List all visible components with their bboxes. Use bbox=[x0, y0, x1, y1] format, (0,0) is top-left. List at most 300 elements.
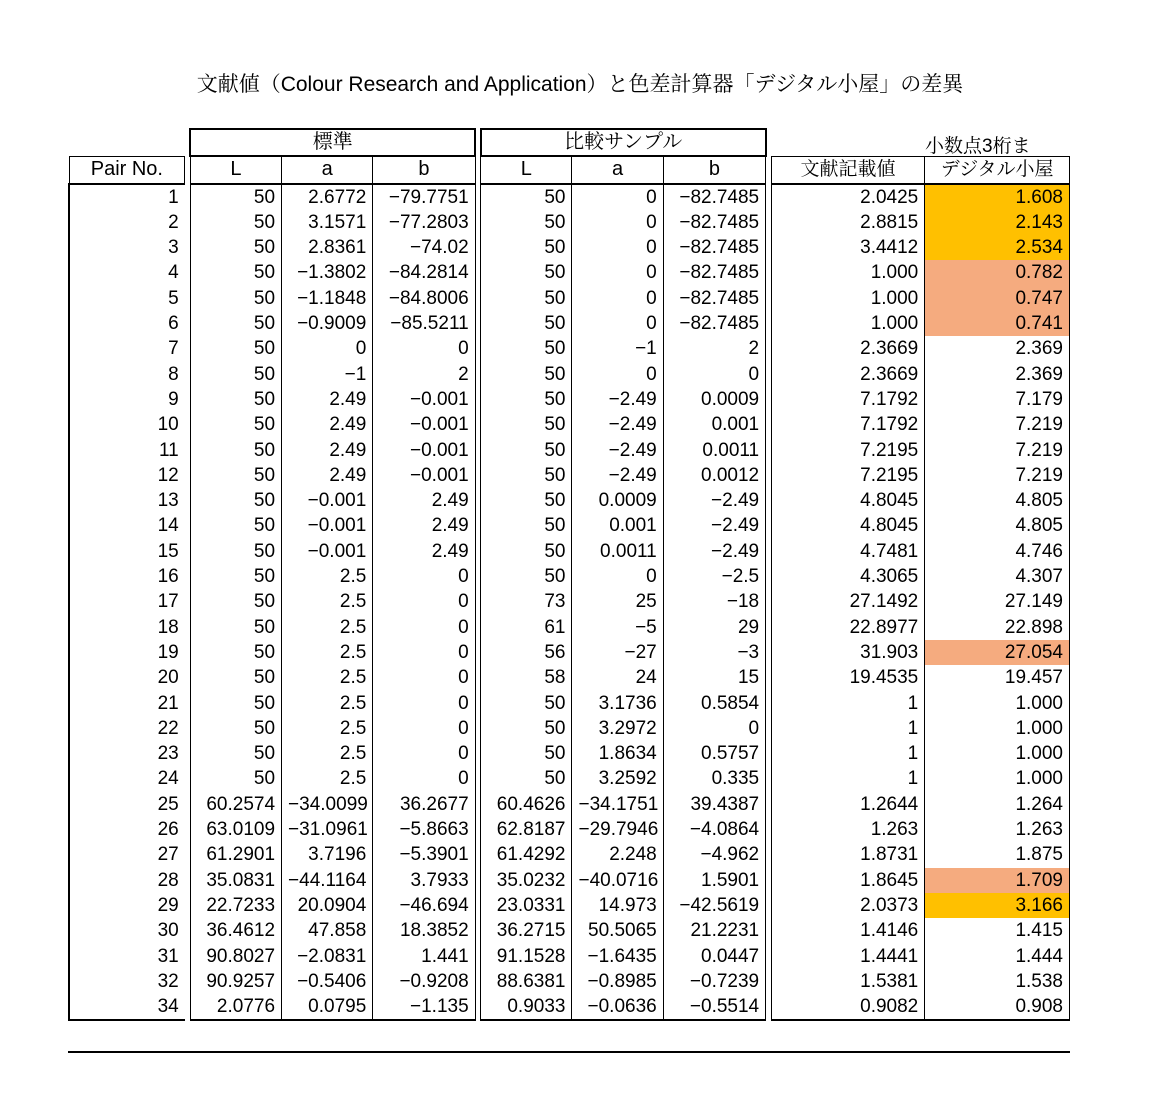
cell-literature-value: 4.8045 bbox=[771, 513, 925, 538]
cell-sample-b: −3 bbox=[663, 640, 765, 665]
cell-pair-no: 7 bbox=[69, 336, 185, 361]
cell-pair-no: 21 bbox=[69, 691, 185, 716]
cell-literature-value: 2.3669 bbox=[771, 336, 925, 361]
table-head bbox=[69, 129, 1070, 184]
cell-digital-koya-value: 0.908 bbox=[925, 994, 1070, 1020]
cell-digital-koya-value: 22.898 bbox=[925, 615, 1070, 640]
cell-standard-b: −84.8006 bbox=[373, 286, 475, 311]
cell-pair-no: 14 bbox=[69, 513, 185, 538]
cell-sample-b: 21.2231 bbox=[663, 918, 765, 943]
cell-standard-a: 47.858 bbox=[282, 918, 373, 943]
cell-standard-L: 50 bbox=[190, 438, 281, 463]
cell-digital-koya-value: 1.000 bbox=[925, 691, 1070, 716]
cell-sample-L: 50 bbox=[481, 513, 572, 538]
cell-standard-a: −0.9009 bbox=[282, 311, 373, 336]
cell-literature-value: 1.263 bbox=[771, 817, 925, 842]
cell-pair-no: 18 bbox=[69, 615, 185, 640]
cell-literature-value: 1 bbox=[771, 716, 925, 741]
table-row bbox=[69, 513, 1070, 538]
cell-standard-L: 50 bbox=[190, 336, 281, 361]
cell-literature-value: 1 bbox=[771, 691, 925, 716]
cell-standard-L: 50 bbox=[190, 286, 281, 311]
cell-standard-b: 2 bbox=[373, 362, 475, 387]
cell-literature-value: 19.4535 bbox=[771, 665, 925, 690]
cell-literature-value: 7.1792 bbox=[771, 412, 925, 437]
cell-standard-b: 0 bbox=[373, 589, 475, 614]
cell-standard-a: 2.5 bbox=[282, 665, 373, 690]
column-header-standard-b: b bbox=[373, 156, 475, 183]
cell-sample-L: 50 bbox=[481, 387, 572, 412]
table-row bbox=[69, 918, 1070, 943]
cell-standard-a: −0.001 bbox=[282, 513, 373, 538]
cell-sample-b: 0 bbox=[663, 716, 765, 741]
cell-sample-L: 50 bbox=[481, 716, 572, 741]
cell-standard-a: −0.001 bbox=[282, 488, 373, 513]
table-row bbox=[69, 463, 1070, 488]
cell-standard-b: −0.9208 bbox=[373, 969, 475, 994]
cell-standard-a: 2.5 bbox=[282, 640, 373, 665]
cell-standard-L: 50 bbox=[190, 260, 281, 285]
cell-pair-no: 17 bbox=[69, 589, 185, 614]
cell-pair-no: 23 bbox=[69, 741, 185, 766]
cell-sample-a: 0.0011 bbox=[572, 539, 663, 564]
cell-sample-L: 88.6381 bbox=[481, 969, 572, 994]
cell-sample-b: −2.49 bbox=[663, 513, 765, 538]
cell-standard-a: 2.5 bbox=[282, 741, 373, 766]
cell-standard-a: −34.0099 bbox=[282, 792, 373, 817]
column-header-sample-L: L bbox=[481, 156, 572, 183]
cell-pair-no: 28 bbox=[69, 868, 185, 893]
table-row bbox=[69, 336, 1070, 361]
cell-sample-b: 0 bbox=[663, 362, 765, 387]
cell-sample-b: 0.335 bbox=[663, 766, 765, 791]
decimal-precision-note: 小数点3桁ま bbox=[925, 136, 1031, 157]
column-header-row bbox=[69, 156, 1070, 183]
table-bottom-rule bbox=[68, 1051, 1070, 1053]
cell-literature-value: 7.2195 bbox=[771, 463, 925, 488]
cell-standard-a: 2.49 bbox=[282, 438, 373, 463]
cell-sample-a: −1.6435 bbox=[572, 944, 663, 969]
cell-standard-b: 0 bbox=[373, 716, 475, 741]
cell-standard-b: −1.135 bbox=[373, 994, 475, 1020]
cell-digital-koya-value: 1.444 bbox=[925, 944, 1070, 969]
cell-digital-koya-value: 7.219 bbox=[925, 438, 1070, 463]
cell-literature-value: 2.3669 bbox=[771, 362, 925, 387]
cell-standard-a: 2.49 bbox=[282, 463, 373, 488]
cell-sample-a: −2.49 bbox=[572, 463, 663, 488]
cell-standard-L: 50 bbox=[190, 412, 281, 437]
cell-pair-no: 11 bbox=[69, 438, 185, 463]
cell-sample-L: 50 bbox=[481, 438, 572, 463]
cell-literature-value: 2.8815 bbox=[771, 210, 925, 235]
table-row bbox=[69, 994, 1070, 1020]
cell-standard-a: 2.5 bbox=[282, 564, 373, 589]
table-row bbox=[69, 387, 1070, 412]
cell-pair-no: 24 bbox=[69, 766, 185, 791]
table-body bbox=[69, 184, 1070, 1021]
cell-sample-L: 50 bbox=[481, 412, 572, 437]
cell-pair-no: 9 bbox=[69, 387, 185, 412]
cell-standard-b: 3.7933 bbox=[373, 868, 475, 893]
cell-standard-b: 0 bbox=[373, 336, 475, 361]
cell-sample-b: −2.49 bbox=[663, 539, 765, 564]
cell-sample-b: 39.4387 bbox=[663, 792, 765, 817]
cell-sample-b: −82.7485 bbox=[663, 286, 765, 311]
cell-standard-b: 0 bbox=[373, 665, 475, 690]
cell-literature-value: 1.000 bbox=[771, 260, 925, 285]
cell-literature-value: 1.2644 bbox=[771, 792, 925, 817]
cell-literature-value: 1.5381 bbox=[771, 969, 925, 994]
table-row bbox=[69, 766, 1070, 791]
cell-pair-no: 13 bbox=[69, 488, 185, 513]
column-header-sample-a: a bbox=[572, 156, 663, 183]
cell-sample-a: 1.8634 bbox=[572, 741, 663, 766]
cell-sample-b: −4.962 bbox=[663, 842, 765, 867]
table-row bbox=[69, 412, 1070, 437]
cell-standard-a: 0 bbox=[282, 336, 373, 361]
cell-literature-value: 1.000 bbox=[771, 286, 925, 311]
cell-digital-koya-value: 1.875 bbox=[925, 842, 1070, 867]
cell-digital-koya-value: 0.741 bbox=[925, 311, 1070, 336]
cell-sample-L: 50 bbox=[481, 564, 572, 589]
cell-digital-koya-value: 1.000 bbox=[925, 766, 1070, 791]
cell-sample-L: 50 bbox=[481, 235, 572, 260]
cell-digital-koya-value: 1.263 bbox=[925, 817, 1070, 842]
cell-sample-L: 61 bbox=[481, 615, 572, 640]
cell-standard-b: 0 bbox=[373, 741, 475, 766]
cell-sample-a: −2.49 bbox=[572, 412, 663, 437]
cell-standard-b: 0 bbox=[373, 691, 475, 716]
cell-sample-L: 73 bbox=[481, 589, 572, 614]
cell-standard-b: 2.49 bbox=[373, 539, 475, 564]
cell-standard-L: 50 bbox=[190, 716, 281, 741]
cell-digital-koya-value: 4.805 bbox=[925, 513, 1070, 538]
table-row bbox=[69, 488, 1070, 513]
cell-standard-L: 50 bbox=[190, 741, 281, 766]
cell-sample-L: 50 bbox=[481, 463, 572, 488]
table-row bbox=[69, 210, 1070, 235]
cell-sample-a: 3.1736 bbox=[572, 691, 663, 716]
cell-sample-L: 50 bbox=[481, 362, 572, 387]
cell-sample-b: −42.5619 bbox=[663, 893, 765, 918]
cell-sample-a: 14.973 bbox=[572, 893, 663, 918]
cell-sample-a: −2.49 bbox=[572, 438, 663, 463]
cell-sample-L: 91.1528 bbox=[481, 944, 572, 969]
cell-standard-a: 0.0795 bbox=[282, 994, 373, 1020]
cell-sample-L: 50 bbox=[481, 488, 572, 513]
cell-pair-no: 34 bbox=[69, 994, 185, 1020]
cell-digital-koya-value: 1.709 bbox=[925, 868, 1070, 893]
cell-standard-a: −31.0961 bbox=[282, 817, 373, 842]
cell-digital-koya-value: 4.307 bbox=[925, 564, 1070, 589]
cell-digital-koya-value: 1.000 bbox=[925, 716, 1070, 741]
cell-sample-b: 1.5901 bbox=[663, 868, 765, 893]
cell-standard-L: 50 bbox=[190, 311, 281, 336]
table-row bbox=[69, 944, 1070, 969]
cell-standard-b: −0.001 bbox=[373, 387, 475, 412]
cell-standard-b: −85.5211 bbox=[373, 311, 475, 336]
cell-sample-a: −27 bbox=[572, 640, 663, 665]
cell-sample-L: 50 bbox=[481, 741, 572, 766]
cell-sample-L: 58 bbox=[481, 665, 572, 690]
cell-digital-koya-value: 2.534 bbox=[925, 235, 1070, 260]
cell-standard-a: 2.49 bbox=[282, 412, 373, 437]
cell-sample-L: 36.2715 bbox=[481, 918, 572, 943]
cell-literature-value: 2.0425 bbox=[771, 184, 925, 210]
table-row bbox=[69, 589, 1070, 614]
table-row bbox=[69, 893, 1070, 918]
cell-digital-koya-value: 19.457 bbox=[925, 665, 1070, 690]
cell-standard-b: −79.7751 bbox=[373, 184, 475, 210]
cell-pair-no: 5 bbox=[69, 286, 185, 311]
cell-sample-L: 50 bbox=[481, 766, 572, 791]
cell-standard-b: −0.001 bbox=[373, 463, 475, 488]
cell-standard-b: −84.2814 bbox=[373, 260, 475, 285]
cell-pair-no: 2 bbox=[69, 210, 185, 235]
cell-digital-koya-value: 4.746 bbox=[925, 539, 1070, 564]
column-header-standard-a: a bbox=[282, 156, 373, 183]
table-row bbox=[69, 260, 1070, 285]
cell-sample-b: −82.7485 bbox=[663, 210, 765, 235]
cell-pair-no: 12 bbox=[69, 463, 185, 488]
cell-standard-L: 2.0776 bbox=[190, 994, 281, 1020]
cell-standard-a: 3.7196 bbox=[282, 842, 373, 867]
cell-pair-no: 4 bbox=[69, 260, 185, 285]
table-row bbox=[69, 792, 1070, 817]
cell-sample-a: −0.8985 bbox=[572, 969, 663, 994]
cell-pair-no: 3 bbox=[69, 235, 185, 260]
table-row bbox=[69, 817, 1070, 842]
cell-sample-a: 0 bbox=[572, 286, 663, 311]
cell-standard-b: 2.49 bbox=[373, 488, 475, 513]
cell-literature-value: 27.1492 bbox=[771, 589, 925, 614]
cell-digital-koya-value: 1.264 bbox=[925, 792, 1070, 817]
cell-standard-L: 36.4612 bbox=[190, 918, 281, 943]
cell-standard-a: 2.5 bbox=[282, 589, 373, 614]
cell-standard-b: −46.694 bbox=[373, 893, 475, 918]
cell-pair-no: 19 bbox=[69, 640, 185, 665]
cell-digital-koya-value: 1.608 bbox=[925, 184, 1070, 210]
table-row bbox=[69, 640, 1070, 665]
cell-literature-value: 2.0373 bbox=[771, 893, 925, 918]
cell-standard-L: 90.9257 bbox=[190, 969, 281, 994]
cell-standard-L: 50 bbox=[190, 766, 281, 791]
cell-sample-a: 0 bbox=[572, 362, 663, 387]
cell-pair-no: 26 bbox=[69, 817, 185, 842]
cell-literature-value: 1.8645 bbox=[771, 868, 925, 893]
column-header-digital-koya: デジタル小屋 bbox=[925, 156, 1070, 183]
cell-sample-a: 3.2972 bbox=[572, 716, 663, 741]
cell-standard-b: −5.8663 bbox=[373, 817, 475, 842]
cell-literature-value: 1 bbox=[771, 766, 925, 791]
cell-sample-b: −4.0864 bbox=[663, 817, 765, 842]
cell-literature-value: 1.4441 bbox=[771, 944, 925, 969]
cell-pair-no: 6 bbox=[69, 311, 185, 336]
cell-sample-a: 0.001 bbox=[572, 513, 663, 538]
cell-pair-no: 30 bbox=[69, 918, 185, 943]
cell-sample-b: −82.7485 bbox=[663, 260, 765, 285]
cell-standard-a: −1.1848 bbox=[282, 286, 373, 311]
cell-standard-a: −1.3802 bbox=[282, 260, 373, 285]
cell-sample-L: 50 bbox=[481, 260, 572, 285]
cell-standard-L: 50 bbox=[190, 513, 281, 538]
cell-standard-L: 60.2574 bbox=[190, 792, 281, 817]
cell-digital-koya-value: 2.143 bbox=[925, 210, 1070, 235]
cell-sample-a: 0 bbox=[572, 260, 663, 285]
cell-digital-koya-value: 7.219 bbox=[925, 412, 1070, 437]
cell-sample-b: −0.5514 bbox=[663, 994, 765, 1020]
cell-sample-L: 56 bbox=[481, 640, 572, 665]
cell-pair-no: 20 bbox=[69, 665, 185, 690]
cell-standard-L: 50 bbox=[190, 691, 281, 716]
cell-standard-a: 2.6772 bbox=[282, 184, 373, 210]
table-row bbox=[69, 665, 1070, 690]
cell-pair-no: 22 bbox=[69, 716, 185, 741]
table-row bbox=[69, 184, 1070, 210]
cell-sample-a: 0 bbox=[572, 564, 663, 589]
cell-digital-koya-value: 7.219 bbox=[925, 463, 1070, 488]
table-row bbox=[69, 311, 1070, 336]
cell-sample-b: −82.7485 bbox=[663, 311, 765, 336]
cell-sample-b: 0.5854 bbox=[663, 691, 765, 716]
cell-digital-koya-value: 2.369 bbox=[925, 362, 1070, 387]
table-row bbox=[69, 235, 1070, 260]
cell-standard-a: −44.1164 bbox=[282, 868, 373, 893]
cell-digital-koya-value: 7.179 bbox=[925, 387, 1070, 412]
cell-sample-L: 50 bbox=[481, 286, 572, 311]
cell-standard-a: −0.5406 bbox=[282, 969, 373, 994]
cell-sample-b: −18 bbox=[663, 589, 765, 614]
cell-standard-a: 2.5 bbox=[282, 766, 373, 791]
cell-standard-b: 36.2677 bbox=[373, 792, 475, 817]
cell-standard-L: 50 bbox=[190, 488, 281, 513]
cell-pair-no: 32 bbox=[69, 969, 185, 994]
cell-standard-b: 0 bbox=[373, 564, 475, 589]
cell-literature-value: 4.3065 bbox=[771, 564, 925, 589]
cell-literature-value: 31.903 bbox=[771, 640, 925, 665]
cell-standard-L: 50 bbox=[190, 665, 281, 690]
cell-literature-value: 1.000 bbox=[771, 311, 925, 336]
cell-sample-L: 50 bbox=[481, 184, 572, 210]
cell-standard-L: 61.2901 bbox=[190, 842, 281, 867]
cell-standard-b: 2.49 bbox=[373, 513, 475, 538]
cell-literature-value: 22.8977 bbox=[771, 615, 925, 640]
cell-pair-no: 1 bbox=[69, 184, 185, 210]
cell-standard-L: 35.0831 bbox=[190, 868, 281, 893]
cell-pair-no: 16 bbox=[69, 564, 185, 589]
cell-sample-a: −34.1751 bbox=[572, 792, 663, 817]
table-row bbox=[69, 286, 1070, 311]
group-header-row bbox=[69, 129, 1070, 156]
cell-pair-no: 8 bbox=[69, 362, 185, 387]
cell-sample-L: 50 bbox=[481, 539, 572, 564]
cell-standard-L: 50 bbox=[190, 589, 281, 614]
cell-sample-b: 0.001 bbox=[663, 412, 765, 437]
cell-standard-b: −77.2803 bbox=[373, 210, 475, 235]
cell-standard-a: 20.0904 bbox=[282, 893, 373, 918]
cell-standard-b: 0 bbox=[373, 615, 475, 640]
cell-sample-a: −29.7946 bbox=[572, 817, 663, 842]
cell-literature-value: 4.7481 bbox=[771, 539, 925, 564]
cell-sample-a: −0.0636 bbox=[572, 994, 663, 1020]
cell-standard-a: 2.5 bbox=[282, 615, 373, 640]
cell-standard-a: 3.1571 bbox=[282, 210, 373, 235]
cell-standard-b: 1.441 bbox=[373, 944, 475, 969]
cell-sample-b: −0.7239 bbox=[663, 969, 765, 994]
cell-standard-L: 90.8027 bbox=[190, 944, 281, 969]
cell-sample-a: −40.0716 bbox=[572, 868, 663, 893]
comparison-table-container bbox=[68, 128, 1070, 1021]
cell-sample-a: 2.248 bbox=[572, 842, 663, 867]
cell-sample-a: 0 bbox=[572, 235, 663, 260]
table-row bbox=[69, 842, 1070, 867]
cell-standard-L: 22.7233 bbox=[190, 893, 281, 918]
cell-standard-L: 50 bbox=[190, 539, 281, 564]
comparison-table bbox=[68, 128, 1070, 1021]
cell-sample-L: 50 bbox=[481, 311, 572, 336]
cell-sample-a: −1 bbox=[572, 336, 663, 361]
cell-sample-b: −2.5 bbox=[663, 564, 765, 589]
cell-sample-b: 0.5757 bbox=[663, 741, 765, 766]
cell-sample-a: 0 bbox=[572, 210, 663, 235]
cell-sample-a: −5 bbox=[572, 615, 663, 640]
cell-standard-a: −1 bbox=[282, 362, 373, 387]
page-title: 文献値（Colour Research and Application）と色差計算器「デジタル小屋」の差異 bbox=[196, 73, 964, 96]
cell-sample-a: 24 bbox=[572, 665, 663, 690]
cell-digital-koya-value: 3.166 bbox=[925, 893, 1070, 918]
cell-digital-koya-value: 1.415 bbox=[925, 918, 1070, 943]
cell-pair-no: 10 bbox=[69, 412, 185, 437]
table-row bbox=[69, 868, 1070, 893]
cell-sample-a: 0 bbox=[572, 184, 663, 210]
cell-standard-b: −5.3901 bbox=[373, 842, 475, 867]
table-row bbox=[69, 564, 1070, 589]
cell-standard-L: 50 bbox=[190, 210, 281, 235]
cell-sample-L: 50 bbox=[481, 336, 572, 361]
cell-digital-koya-value: 0.747 bbox=[925, 286, 1070, 311]
cell-standard-b: 0 bbox=[373, 640, 475, 665]
cell-sample-a: 25 bbox=[572, 589, 663, 614]
column-header-literature-value: 文献記載値 bbox=[771, 156, 925, 183]
table-row bbox=[69, 691, 1070, 716]
table-row bbox=[69, 716, 1070, 741]
cell-digital-koya-value: 1.538 bbox=[925, 969, 1070, 994]
cell-digital-koya-value: 4.805 bbox=[925, 488, 1070, 513]
cell-literature-value: 1.8731 bbox=[771, 842, 925, 867]
cell-digital-koya-value: 2.369 bbox=[925, 336, 1070, 361]
cell-literature-value: 3.4412 bbox=[771, 235, 925, 260]
cell-standard-a: −2.0831 bbox=[282, 944, 373, 969]
cell-standard-L: 50 bbox=[190, 184, 281, 210]
cell-pair-no: 25 bbox=[69, 792, 185, 817]
cell-standard-b: 18.3852 bbox=[373, 918, 475, 943]
cell-standard-a: 2.49 bbox=[282, 387, 373, 412]
cell-standard-a: 2.5 bbox=[282, 716, 373, 741]
cell-literature-value: 0.9082 bbox=[771, 994, 925, 1020]
group-header-blank-right bbox=[771, 129, 1069, 156]
cell-digital-koya-value: 27.149 bbox=[925, 589, 1070, 614]
cell-digital-koya-value: 1.000 bbox=[925, 741, 1070, 766]
cell-standard-L: 50 bbox=[190, 463, 281, 488]
cell-sample-a: 50.5065 bbox=[572, 918, 663, 943]
cell-standard-a: 2.5 bbox=[282, 691, 373, 716]
cell-sample-L: 50 bbox=[481, 210, 572, 235]
table-row bbox=[69, 969, 1070, 994]
cell-standard-a: 2.8361 bbox=[282, 235, 373, 260]
table-row bbox=[69, 615, 1070, 640]
table-row bbox=[69, 362, 1070, 387]
column-header-standard-L: L bbox=[190, 156, 281, 183]
